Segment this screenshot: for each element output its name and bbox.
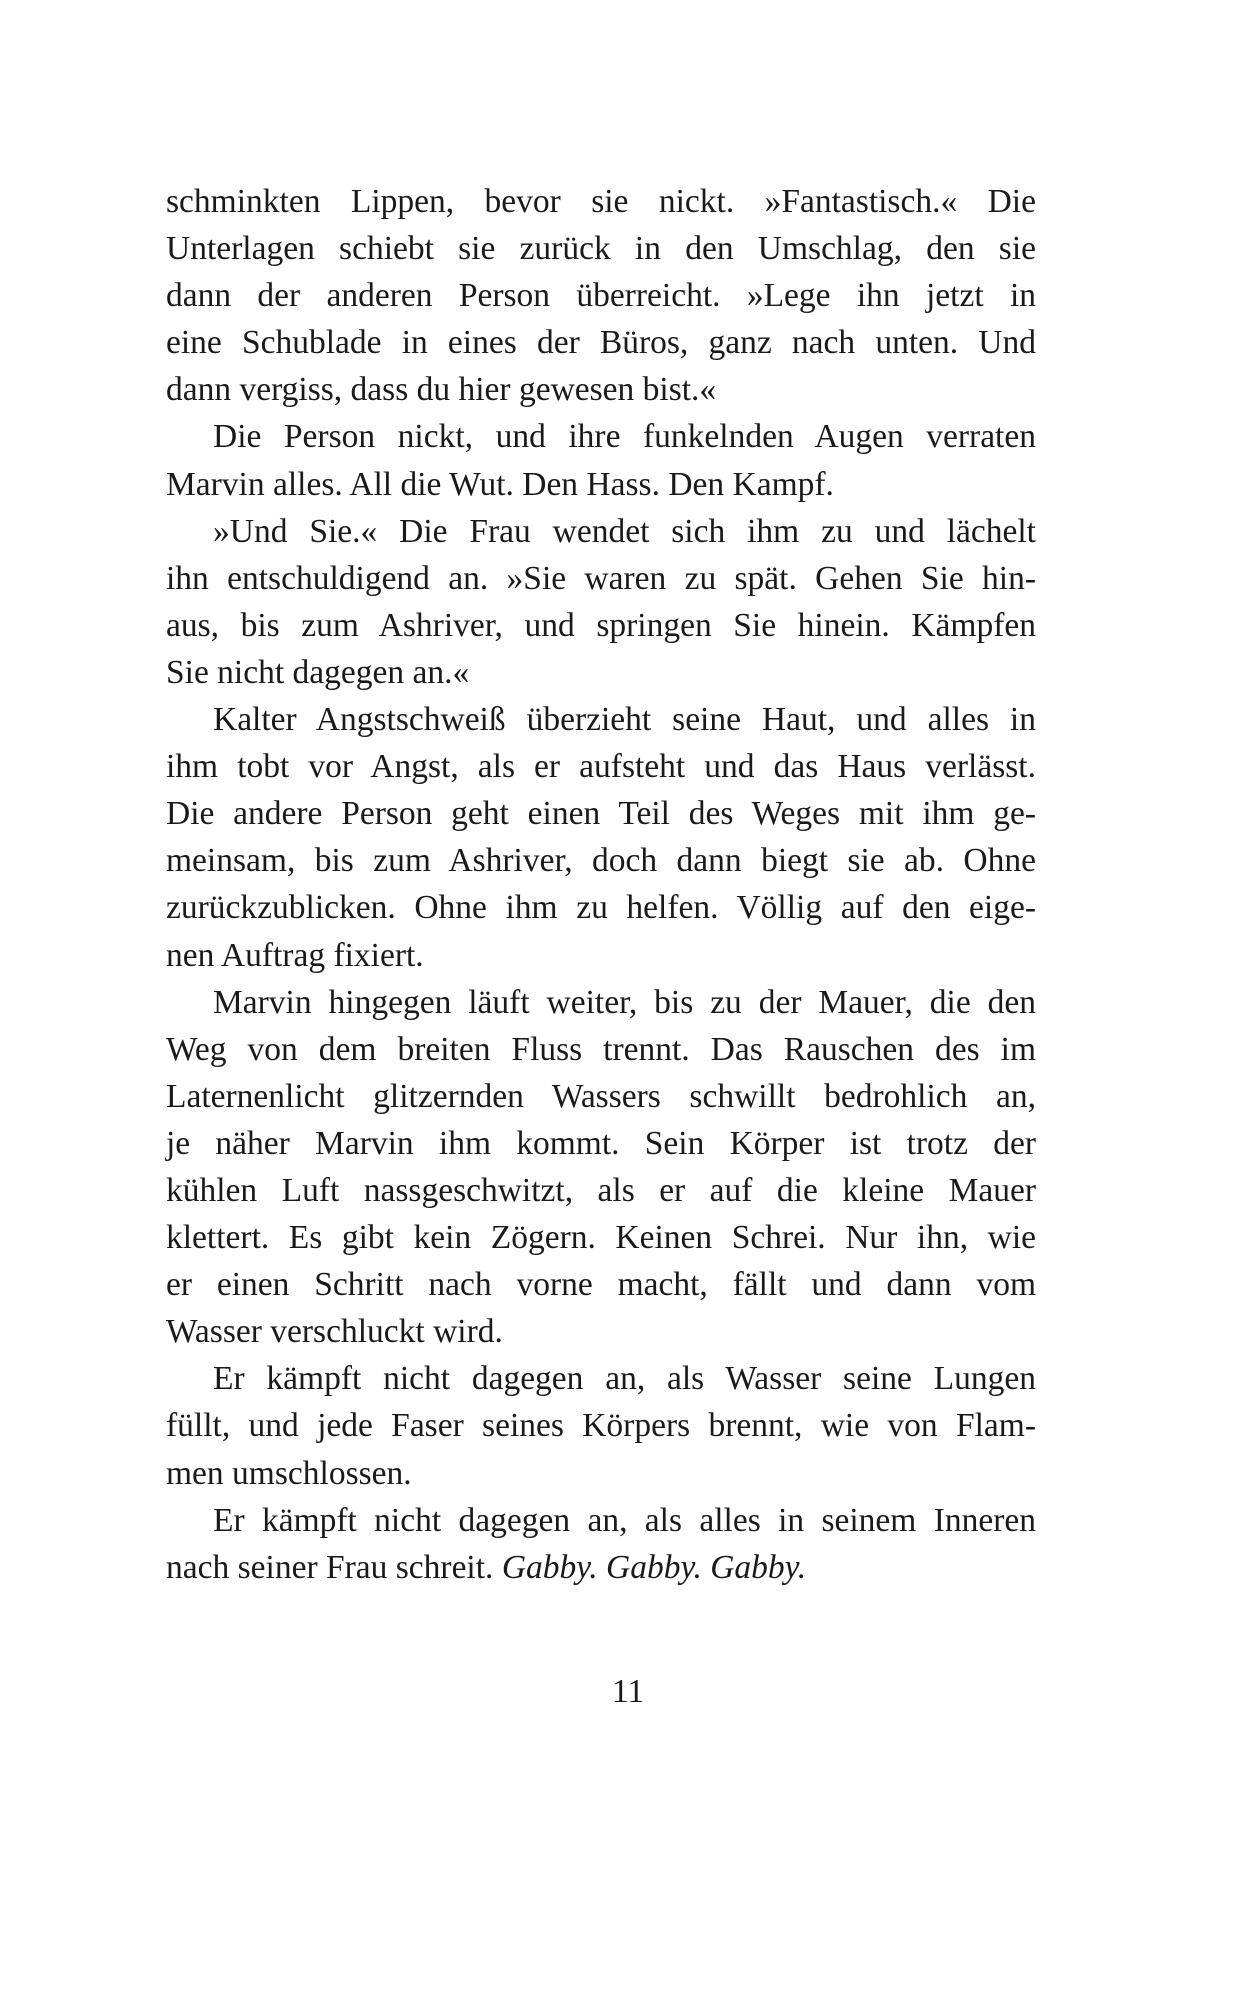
text-line: dann vergiss, dass du hier gewesen bist.« — [166, 371, 717, 409]
text-line: aus, bis zum Ashriver, und springen Sie hinein. Kämpfen — [166, 606, 1036, 644]
text-line: Weg von dem breiten Fluss trennt. Das Rauschen des im — [166, 1030, 1036, 1068]
text-line: »Und Sie.« Die Frau wendet sich ihm zu und lächelt — [213, 512, 1036, 550]
text-line: schminkten Lippen, bevor sie nickt. »Fantastisch.« Die — [166, 183, 1036, 220]
text-line: Die andere Person geht einen Teil des Weges mit ihm ge- — [166, 795, 1036, 833]
text-line: zurückzublicken. Ohne ihm zu helfen. Völlig auf den eige- — [166, 889, 1036, 927]
text-line: je näher Marvin ihm kommt. Sein Körper ist trotz der — [166, 1124, 1036, 1162]
text-line: Marvin hingegen läuft weiter, bis zu der Mauer, die den — [213, 983, 1036, 1021]
text-line: eine Schublade in eines der Büros, ganz nach unten. Und — [166, 324, 1036, 362]
text-line: Sie nicht dagegen an.« — [166, 653, 470, 691]
italic-names: Gabby. Gabby. Gabby. — [501, 1548, 807, 1586]
text-line: Unterlagen schiebt sie zurück in den Umschlag, den sie — [166, 230, 1036, 268]
text-line: meinsam, bis zum Ashriver, doch dann biegt sie ab. Ohne — [166, 842, 1036, 880]
text-line: Kalter Angstschweiß überzieht seine Haut, und alles in — [213, 701, 1036, 739]
text-line: klettert. Es gibt kein Zögern. Keinen Schrei. Nur ihn, wie — [166, 1219, 1036, 1257]
text-line: Er kämpft nicht dagegen an, als alles in seinem Inneren — [213, 1501, 1036, 1539]
text-line: dann der anderen Person überreicht. »Lege ihn jetzt in — [166, 277, 1036, 315]
text-line: Wasser verschluckt wird. — [166, 1313, 503, 1351]
text-line: er einen Schritt nach vorne macht, fällt und dann vom — [166, 1266, 1036, 1304]
page-number: 11 — [611, 1673, 645, 1710]
text-line: nen Auftrag fixiert. — [166, 936, 424, 974]
text-line: men umschlossen. — [166, 1454, 412, 1492]
text-line: füllt, und jede Faser seines Körpers brennt, wie von Flam- — [166, 1407, 1036, 1445]
body-text — [166, 178, 1036, 1591]
text-line: ihm tobt vor Angst, als er aufsteht und das Haus verlässt. — [166, 748, 1036, 786]
text-line: ihn entschuldigend an. »Sie waren zu spät. Gehen Sie hin- — [166, 559, 1036, 597]
text-line: Die Person nickt, und ihre funkelnden Augen verraten — [213, 418, 1036, 456]
text-line: Marvin alles. All die Wut. Den Hass. Den Kampf. — [166, 465, 834, 503]
final-line-text: nach seiner Frau schreit. — [166, 1548, 502, 1586]
text-line: Laternenlicht glitzernden Wassers schwillt bedrohlich an, — [166, 1077, 1036, 1115]
text-line: kühlen Luft nassgeschwitzt, als er auf die kleine Mauer — [166, 1171, 1036, 1209]
text-line-final — [166, 1544, 1036, 1591]
text-line: Er kämpft nicht dagegen an, als Wasser seine Lungen — [213, 1360, 1036, 1398]
